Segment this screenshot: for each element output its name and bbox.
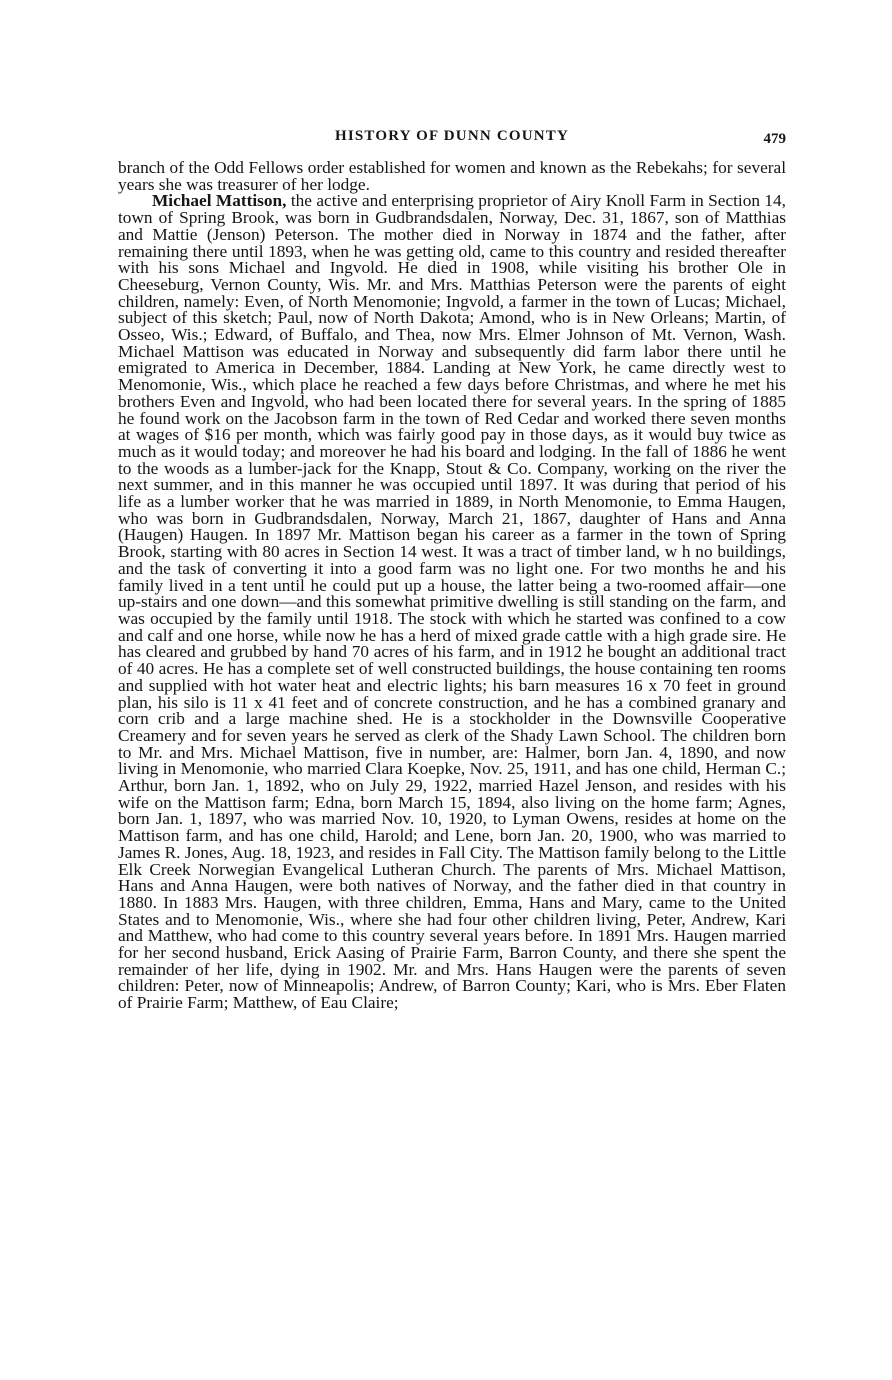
page-number: 479 [763,131,786,147]
paragraph-michael-mattison [118,193,786,1011]
running-title: HISTORY OF DUNN COUNTY [334,128,570,144]
biography-subject-name: Michael Mattison, [152,191,287,211]
paragraph-continuation [118,160,786,193]
paragraph-text: branch of the Odd Fellows order established for women and known as the Rebekahs; for several years she was treasurer of her lodge. [118,158,786,194]
body-text [118,160,786,1012]
paragraph-text: the active and enterprising proprietor of Airy Knoll Farm in Section 14, town of Spring Brook, was born in Gudbrandsdalen, Norway, Dec. 31, 1867, son of Matthias and Mattie (Jenson) Peterson. The mother died in Norway in 1874 and the father, after remaining there until 1893, when he was getting old, came to this country and resided thereafter with his sons Michael and Ingvold. He died in 1908, while visiting his brother Ole in Cheeseburg, Vernon County, Wis. Mr. and Mrs. Matthias Peterson were the parents of eight children, namely: Even, of North Menomonie; Ingvold, a farmer in the town of Lucas; Michael, subject of this sketch; Paul, now of North Dakota; Amond, who is in New Orleans; Martin, of Osseo, Wis.; Edward, of Buffalo, and Thea, now Mrs. Elmer Johnson of Mt. Vernon, Wash. Michael Mattison was educated in Norway and subsequently did farm labor there until he emigrated to America in December, 1884. Landing at New York, he came directly west to Menomonie, Wis., which place he reached a few days before Christmas, and where he met his brothers Even and Ingvold, who had been located there for several years. In the spring of 1885 he found work on the Jacobson farm in the town of Red Cedar and worked there seven months at wages of $16 per month, which was fairly good pay in those days, as it would buy twice as much as it would today; and moreover he had his board and lodging. In the fall of 1886 he went to the woods as a lumber-jack for the Knapp, Stout & Co. Company, working on the river the next summer, and in this manner he was occupied until 1897. It was during that period of his life as a lumber worker that he was married in 1889, in North Menomonie, to Emma Haugen, who was born in Gudbrandsdalen, Norway, March 21, 1867, daughter of Hans and Anna (Haugen) Haugen. In 1897 Mr. Mattison began his career as a farmer in the town of Spring Brook, starting with 80 acres in Section 14 west. It was a tract of timber land, w h no buildings, and the task of converting it into a good farm was no light one. For two months he and his family lived in a tent until he could put up a house, the latter being a two-roomed affair—one up-stairs and one down—and this somewhat primitive dwelling is still standing on the farm, and was occupied by the family until 1918. The stock with which he started was confined to a cow and calf and one horse, while now he has a herd of mixed grade cattle with a high grade sire. He has cleared and grubbed by hand 70 acres of his farm, and in 1912 he bought an additional tract of 40 acres. He has a complete set of well constructed buildings, the house containing ten rooms and supplied with hot water heat and electric lights; his barn measures 16 x 70 feet in ground plan, his silo is 11 x 41 feet and of concrete construction, and he has a combined granary and corn crib and a large machine shed. He is a stockholder in the Downsville Cooperative Creamery and for seven years he served as clerk of the Shady Lawn School. The children born to Mr. and Mrs. Michael Mattison, five in number, are: Halmer, born Jan. 4, 1890, and now living in Menomonie, who married Clara Koepke, Nov. 25, 1911, and has one child, Herman C.; Arthur, born Jan. 1, 1892, who on July 29, 1922, married Hazel Jenson, and resides with his wife on the Mattison farm; Edna, born March 15, 1894, also living on the home farm; Agnes, born Jan. 1, 1897, who was married Nov. 10, 1920, to Lyman Owens, resides at home on the Mattison farm, and has one child, Harold; and Lene, born Jan. 20, 1900, who was married to James R. Jones, Aug. 18, 1923, and resides in Fall City. The Mattison family belong to the Little Elk Creek Norwegian Evangelical Lutheran Church. The parents of Mrs. Michael Mattison, Hans and Anna Haugen, were both natives of Norway, and the father died in that country in 1880. In 1883 Mrs. Haugen, with three children, Emma, Hans and Mary, came to the United States and to Menomonie, Wis., where she had four other children living, Peter, Andrew, Kari and Matthew, who had come to this country several years before. In 1891 Mrs. Haugen married for her second husband, Erick Aasing of Prairie Farm, Barron County, and there she spent the remainder of her life, dying in 1902. Mr. and Mrs. Hans Haugen were the parents of seven children: Peter, now of Minneapolis; Andrew, of Barron County; Kari, who is Mrs. Eber Flaten of Prairie Farm; Matthew, of Eau Claire; [118,191,786,1013]
running-head [118,128,786,150]
